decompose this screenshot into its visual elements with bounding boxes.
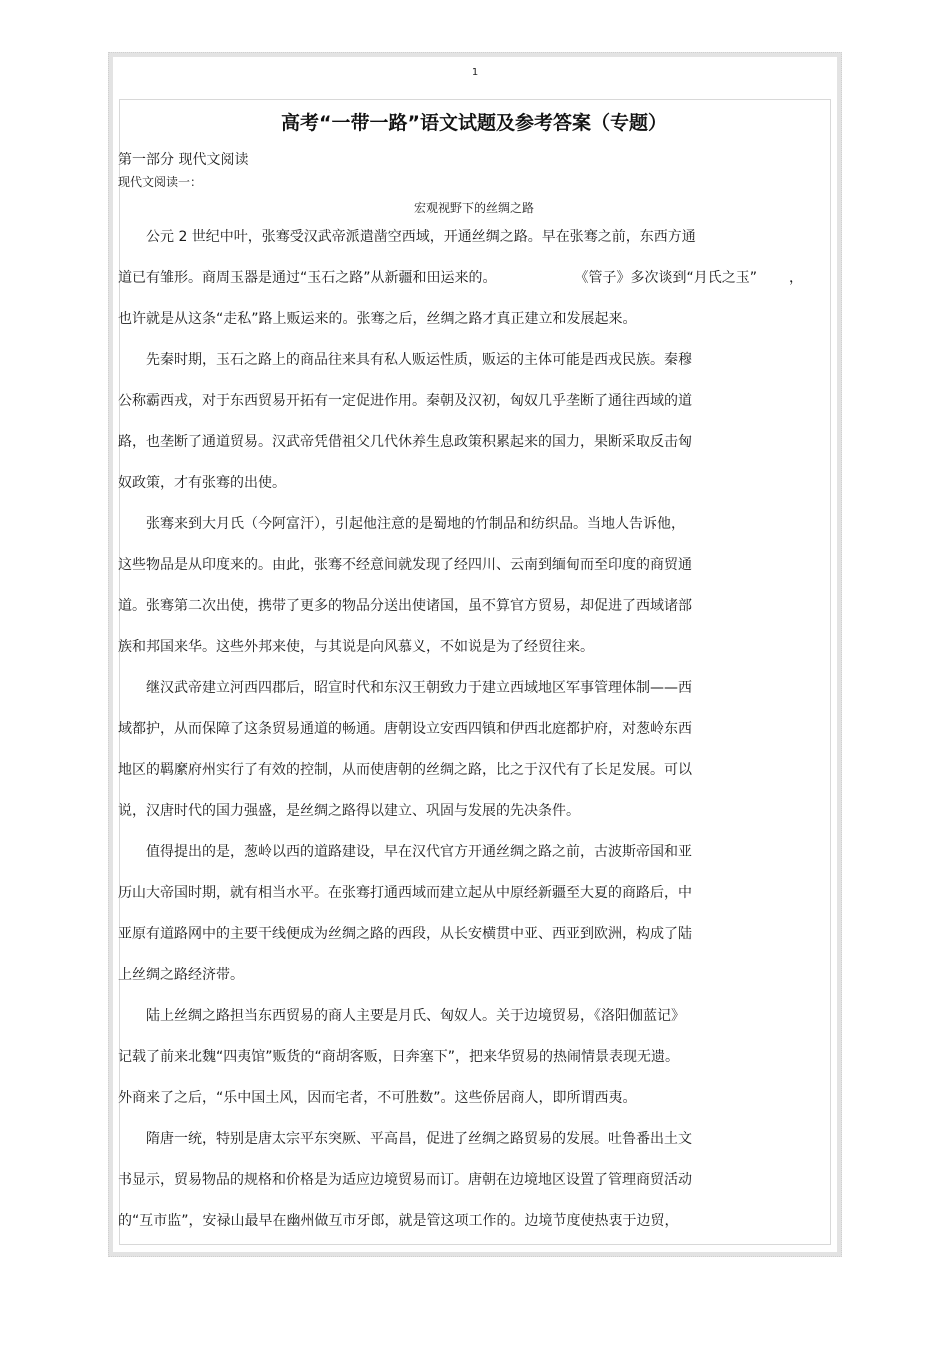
text-line: 公元 2 世纪中叶，张骞受汉武帝派遣凿空西域，开通丝绸之路。早在张骞之前，东西方通 <box>146 229 696 245</box>
text-line: 上丝绸之路经济带。 <box>118 967 244 983</box>
page-number: 1 <box>471 67 479 78</box>
text-line: 继汉武帝建立河西四郡后，昭宣时代和东汉王朝致力于建立西域地区军事管理体制——西 <box>146 680 692 696</box>
text-line: 族和邦国来华。这些外邦来使，与其说是向风慕义，不如说是为了经贸往来。 <box>118 639 594 655</box>
text-line <box>118 264 830 305</box>
subsection-heading: 现代文阅读一： <box>118 175 203 189</box>
text-line: 的“互市监”，安禄山最早在幽州做互市牙郎，就是管这项工作的。边境节度使热衷于边贸， <box>118 1213 679 1229</box>
text-line: 地区的羁縻府州实行了有效的控制，从而使唐朝的丝绸之路，比之于汉代有了长足发展。可以 <box>118 762 692 778</box>
section-heading: 第一部分 现代文阅读 <box>118 152 249 168</box>
document-content <box>118 106 830 1248</box>
text-line: 道。张骞第二次出使，携带了更多的物品分送出使诸国，虽不算官方贸易，却促进了西域诸部 <box>118 598 692 614</box>
text-line: 外商来了之后，“乐中国土风，因而宅者，不可胜数”。这些侨居商人，即所谓西夷。 <box>118 1090 637 1106</box>
text-line: 张骞来到大月氏（今阿富汗），引起他注意的是蜀地的竹制品和纺织品。当地人告诉他， <box>146 516 685 532</box>
text-line: 先秦时期，玉石之路上的商品往来具有私人贩运性质，贩运的主体可能是西戎民族。秦穆 <box>146 352 692 368</box>
text-line: 也许就是从这条“走私”路上贩运来的。张骞之后，丝绸之路才真正建立和发展起来。 <box>118 311 637 327</box>
text-line: 值得提出的是，葱岭以西的道路建设，早在汉代官方开通丝绸之路之前，古波斯帝国和亚 <box>146 844 692 860</box>
text-segment: 《管子》多次谈到“月氏之玉” <box>574 270 758 286</box>
text-line: 历山大帝国时期，就有相当水平。在张骞打通西域而建立起从中原经新疆至大夏的商路后，中 <box>118 885 692 901</box>
text-line: 这些物品是从印度来的。由此，张骞不经意间就发现了经四川、云南到缅甸而至印度的商贸通 <box>118 557 692 573</box>
text-segment: ， <box>789 270 804 286</box>
text-line: 公称霸西戎，对于东西贸易开拓有一定促进作用。秦朝及汉初，匈奴几乎垄断了通往西域的道 <box>118 393 692 409</box>
text-line: 路，也垄断了通道贸易。汉武帝凭借祖父几代休养生息政策积累起来的国力，果断采取反击匈 <box>118 434 692 450</box>
text-segment: 道已有雏形。商周玉器是通过“玉石之路”从新疆和田运来的。 <box>118 270 497 286</box>
text-line: 说，汉唐时代的国力强盛，是丝绸之路得以建立、巩固与发展的先决条件。 <box>118 803 580 819</box>
text-line: 隋唐一统，特别是唐太宗平东突厥、平高昌，促进了丝绸之路贸易的发展。吐鲁番出土文 <box>146 1131 692 1147</box>
document-title: 高考“一带一路”语文试题及参考答案（专题） <box>281 112 667 134</box>
article-title: 宏观视野下的丝绸之路 <box>413 201 534 215</box>
text-line: 域都护，从而保障了这条贸易通道的畅通。唐朝设立安西四镇和伊西北庭都护府，对葱岭东西 <box>118 721 692 737</box>
text-line: 书显示，贸易物品的规格和价格是为适应边境贸易而订。唐朝在边境地区设置了管理商贸活动 <box>118 1172 692 1188</box>
text-line: 陆上丝绸之路担当东西贸易的商人主要是月氏、匈奴人。关于边境贸易，《洛阳伽蓝记》 <box>146 1008 685 1024</box>
text-line: 记载了前来北魏“四夷馆”贩货的“商胡客贩，日奔塞下”，把来华贸易的热闹情景表现无遗。 <box>118 1049 680 1065</box>
text-line: 奴政策，才有张骞的出使。 <box>118 475 286 491</box>
text-line: 亚原有道路网中的主要干线便成为丝绸之路的西段，从长安横贯中亚、西亚到欧洲，构成了陆 <box>118 926 692 942</box>
